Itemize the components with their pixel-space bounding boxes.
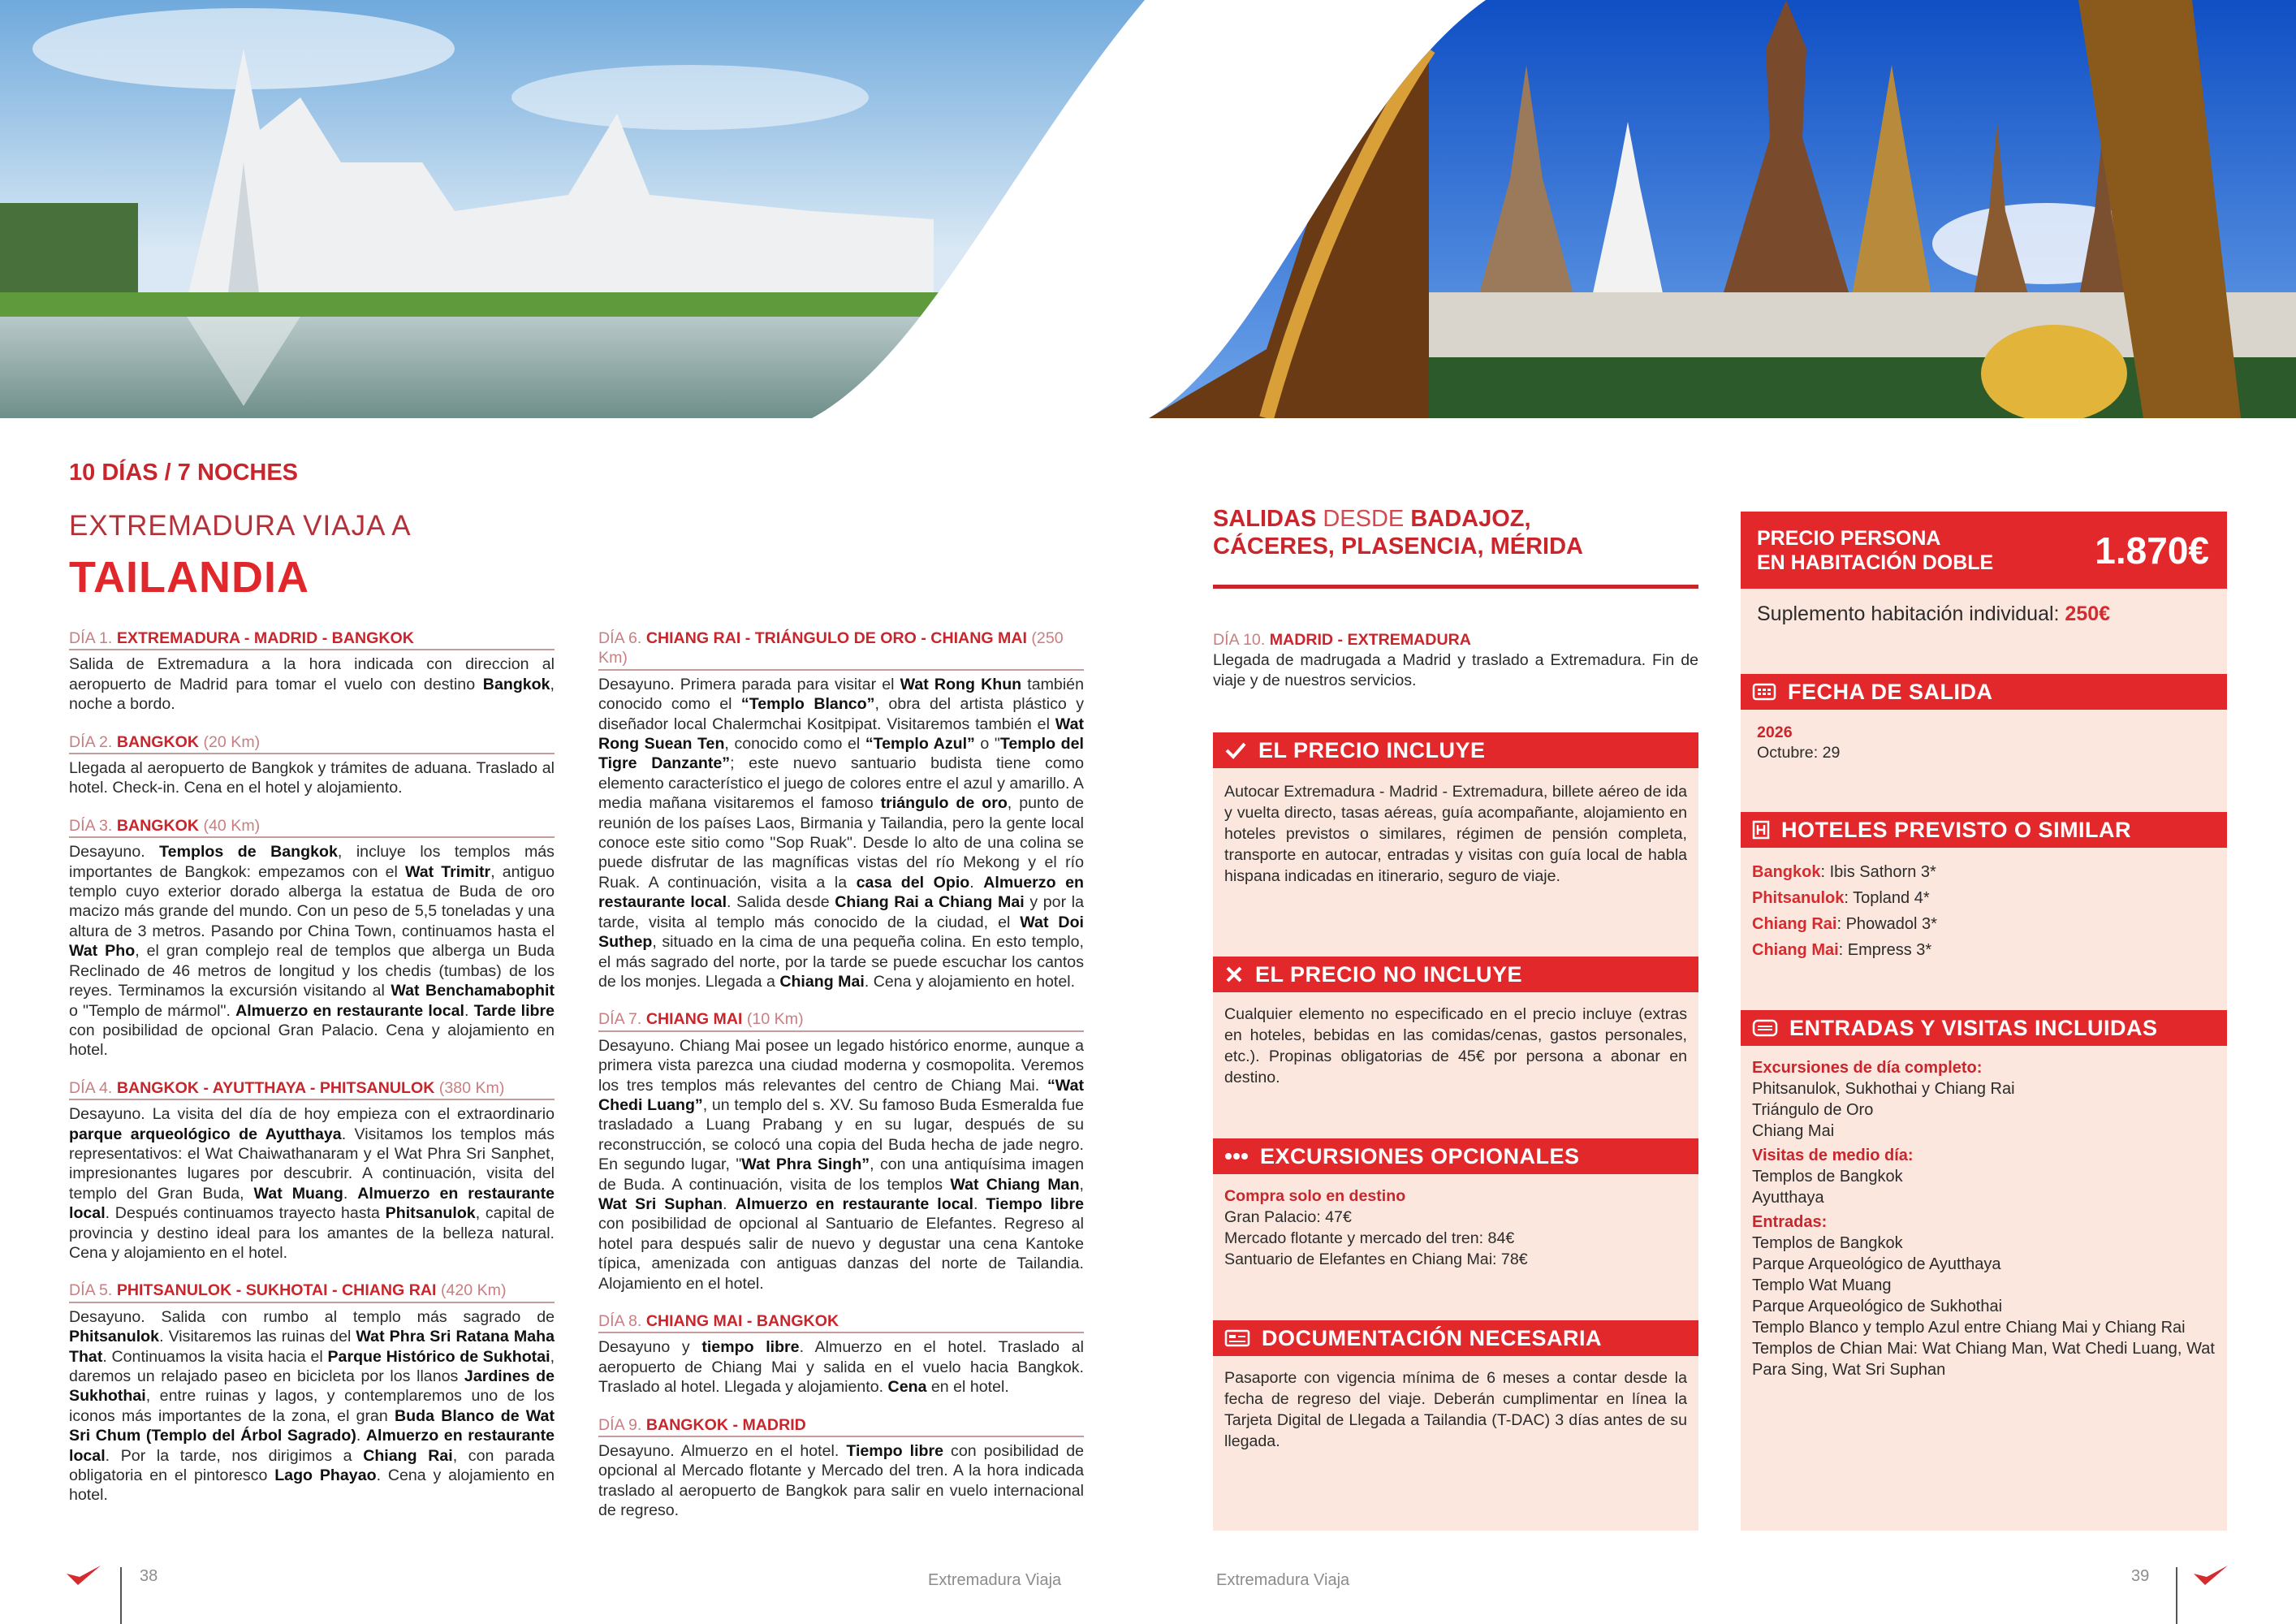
divider — [120, 1567, 122, 1624]
highlight: Chiang Rai — [363, 1446, 453, 1465]
highlight: Almuerzo en restaurante local — [598, 873, 1084, 912]
day-distance: (250 Km) — [598, 629, 1064, 667]
day-route: BANGKOK - MADRID — [645, 1415, 806, 1434]
incluye-title: EL PRECIO INCLUYE — [1258, 737, 1486, 762]
page-title: TAILANDIA — [69, 553, 309, 602]
entradas-item: Parque Arqueológico de Sukhothai — [1752, 1298, 2003, 1315]
day-number: DÍA 10. — [1213, 631, 1270, 649]
hotel-name: : Phowadol 3* — [1836, 915, 1937, 933]
day-heading — [69, 816, 555, 838]
opcional-item: Santuario de Elefantes en Chiang Mai: 78€ — [1224, 1250, 1528, 1268]
highlight: Phitsanulok — [69, 1328, 160, 1346]
page-number-left: 38 — [140, 1567, 158, 1585]
day-route: BANGKOK — [116, 816, 200, 835]
hotel-city: Chiang Rai — [1752, 915, 1837, 933]
day-heading — [69, 1078, 555, 1100]
highlight: Wat Muang — [253, 1184, 343, 1203]
day-number: DÍA 7. — [598, 1010, 646, 1029]
entradas-group-label: Visitas de medio día: — [1752, 1147, 1914, 1164]
footer-brand-left: Extremadura Viaja — [928, 1571, 1062, 1589]
highlight: parque arqueológico de Ayutthaya — [69, 1125, 342, 1143]
supplement — [1757, 603, 2110, 626]
day-description: Desayuno. Primera parada para visitar el Wat Rong Khun también conocido como el “Templo Blanco”, obra del artista plástico y diseñador local Chalermchai Kositpipat. Visitaremos también el Wat Rong Suean Ten, conocido como el “Templo Azul” o "Templo del Tigre Danzante”; este nuevo santuario budista tiene como elemento característico el juego de colores entre el azul y amarillo. A media mañana visitaremos el famoso triángulo de oro, punto de reunión de los países Laos, Birmania y Tailandia, pero la gente local conoce este sitio como "Sop Ruak". Desde lo alto de una colina se puede disfrutar de las magníficas vistas del río Mekong y el río Ruak. A continuación, visita a la casa del Opio. Almuerzo en restaurante local. Salida desde Chiang Rai a Chiang Mai y por la tarde, visita al templo más conocido de la ciudad, el Wat Doi Suthep, situado en la cima de una pequeña colina. En esto templo, el más sagrado del norte, por la tarde se puede escuchar los cantos de los monjes. Llegada a Chiang Mai. Cena y alojamiento en hotel. — [598, 675, 1085, 991]
highlight: Wat Pho — [69, 942, 136, 961]
opcionales-subtitle: Compra solo en destino — [1224, 1187, 1406, 1205]
hotel-name: : Ibis Sathorn 3* — [1820, 863, 1936, 881]
x-icon — [1224, 965, 1244, 984]
incluye-text: Autocar Extremadura - Madrid - Extremadura, billete aéreo de ida y vuelta directo, tasas aéreas, guía acompañante, alojamiento en hoteles previstos o similares, régimen de pensión completa, transporte en autocar, entradas y visitas con guía local de habla hispana indicadas en itinerario, seguro de viaje. — [1224, 783, 1687, 885]
day-description: Desayuno. Templos de Bangkok, incluye los templos más importantes de Bangkok: empezamos con el Wat Trimitr, antiguo templo cuyo exterior dorado alberga la estatua de Buda de oro macizo más grande del mundo. Con un peso de 5,5 toneladas y una altura de 3 metros. Pasando por China Town, continuamos hasta el Wat Pho, el gran complejo real de templos que alberga un Buda Reclinado de 46 metros de longitud y los chedis (tumbas) de los reyes. Terminamos la excursión visitando al Wat Benchamabophit o "Templo de mármol". Almuerzo en restaurante local. Tarde libre con posibilidad de opcional Gran Palacio. Cena y alojamiento en hotel. — [69, 843, 555, 1060]
itinerary-day — [598, 1415, 1084, 1521]
highlight: casa del Opio — [856, 873, 970, 892]
highlight: Phitsanulok — [385, 1204, 476, 1223]
entradas-title: ENTRADAS Y VISITAS INCLUIDAS — [1789, 1015, 2158, 1040]
day-route: CHIANG MAI — [645, 1010, 743, 1029]
highlight: “Wat Chedi Luang” — [598, 1076, 1084, 1114]
entradas-item: Ayutthaya — [1752, 1189, 1824, 1207]
day-heading — [69, 1281, 555, 1302]
title-kicker: EXTREMADURA VIAJA A — [69, 510, 412, 542]
hotel-item — [1752, 859, 1937, 885]
salidas-word: SALIDAS — [1213, 506, 1317, 532]
ticket-icon — [1752, 1019, 1778, 1037]
highlight: Templos de Bangkok — [159, 843, 338, 862]
day-description: Desayuno. La visita del día de hoy empieza con el extraordinario parque arqueológico de Ayutthaya. Visitamos los templos más representativos: el Wat Chaiwathanaram y el Wat Phra Sri Sanphet, impresionantes lugares por descubrir. A continuación, visita del templo del Gran Buda, Wat Muang. Almuerzo en restaurante local. Después continuamos trayecto hasta Phitsanulok, capital de provincia y destino ideal para los amantes de la belleza natural. Cena y alojamiento en el hotel. — [69, 1105, 555, 1262]
price-label-1: PRECIO PERSONA — [1757, 526, 1941, 550]
day-number: DÍA 6. — [598, 629, 646, 647]
day-distance: (420 Km) — [436, 1281, 507, 1300]
day-heading — [598, 628, 1084, 671]
entradas-item: Templos de Chian Mai: Wat Chiang Man, Wat Chedi Luang, Wat Para Sing, Wat Sri Suphan — [1752, 1340, 2215, 1379]
golden-temple-photo — [1137, 0, 2296, 422]
entradas-item: Phitsanulok, Sukhothai y Chiang Rai — [1752, 1080, 2015, 1098]
page-number-right: 39 — [2131, 1567, 2150, 1585]
price-banner — [1741, 512, 2227, 589]
brand-logo-icon — [2192, 1564, 2229, 1588]
calendar-icon — [1752, 683, 1776, 701]
itinerary-day — [69, 628, 555, 715]
day-description: Llegada al aeropuerto de Bangkok y trámites de aduana. Traslado al hotel. Check-in. Cena en el hotel y alojamiento. — [69, 759, 555, 797]
desde-word: DESDE — [1316, 506, 1411, 532]
entradas-item: Templo Blanco y templo Azul entre Chiang Mai y Chiang Rai — [1752, 1319, 2186, 1337]
highlight: tiempo libre — [701, 1338, 800, 1357]
supplement-label: Suplemento habitación individual: — [1757, 603, 2065, 625]
hotel-item — [1752, 911, 1937, 937]
day-number: DÍA 1. — [69, 629, 117, 647]
white-temple-photo — [0, 0, 1153, 418]
opcionales-title: EXCURSIONES OPCIONALES — [1260, 1143, 1580, 1168]
documentacion-title: DOCUMENTACIÓN NECESARIA — [1262, 1325, 1603, 1350]
day-number: DÍA 5. — [69, 1281, 117, 1300]
highlight: triángulo de oro — [880, 794, 1008, 813]
entradas-item: Parque Arqueológico de Ayutthaya — [1752, 1255, 2001, 1273]
entradas-header — [1741, 1010, 2227, 1046]
highlight: Parque Histórico de Sukhotai — [327, 1347, 550, 1366]
hotel-city: Chiang Mai — [1752, 941, 1839, 959]
no-incluye-header — [1213, 957, 1698, 992]
itinerary-day — [598, 1009, 1084, 1294]
documentacion-text: Pasaporte con vigencia mínima de 6 meses a contar desde la fecha de regreso del viaje. Deberán cumplimentar en línea la Tarjeta Digital de Llegada a Tailandia (T-DAC) 3 días antes de su llegada. — [1224, 1369, 1687, 1450]
highlight: Chiang Rai a Chiang Mai — [835, 893, 1025, 912]
fecha-year: 2026 — [1757, 723, 1793, 741]
day-distance: (380 Km) — [434, 1078, 505, 1097]
day-description: Desayuno. Salida con rumbo al templo más sagrado de Phitsanulok. Visitaremos las ruinas del Wat Phra Sri Ratana Maha That. Continuamos la visita hacia el Parque Histórico de Sukhotai, daremos un relajado paseo en bicicleta por los llanos Jardines de Sukhothai, entre ruinas y lagos, y contemplaremos uno de los iconos más importantes de la zona, el gran Buda Blanco de Wat Sri Chum (Templo del Árbol Sagrado). Almuerzo en restaurante local. Por la tarde, nos dirigimos a Chiang Rai, con parada obligatoria en el pintoresco Lago Phayao. Cena y alojamiento en hotel. — [69, 1307, 555, 1505]
opcional-item: Mercado flotante y mercado del tren: 84€ — [1224, 1229, 1515, 1247]
incluye-header — [1213, 732, 1698, 768]
no-incluye-text: Cualquier elemento no especificado en el precio incluye (extras en hoteles, bebidas en las comidas/cenas, gastos personales, etc.). Propinas obligatorias de 45€ por persona a abonar en destino. — [1224, 1005, 1687, 1086]
day-description: Desayuno. Chiang Mai posee un legado histórico enorme, aunque a primera vista parezca una ciudad moderna y cosmopolita. Veremos los tres templos más relevantes del centro de Chiang Mai. “Wat Chedi Luang”, un templo del s. XV. Su famoso Buda Esmeralda fue trasladado a Luang Prabang y en su lugar, después de su reconstrucción, se colocó una copia del Buda hecha de jade negro. En segundo lugar, "Wat Phra Singh”, con una antiquísima imagen de Buda. A continuación, visita de los templos Wat Chiang Man, Wat Sri Suphan. Almuerzo en restaurante local. Tiempo libre con posibilidad de opcional al Santuario de Elefantes. Regreso al hotel para después salir de nuevo y degustar una cena Kantoke típica, amenizada con antiguas danzas del norte de Tailandia. Alojamiento en el hotel. — [598, 1036, 1085, 1293]
no-incluye-title: EL PRECIO NO INCLUYE — [1255, 961, 1523, 987]
day-heading — [69, 628, 555, 650]
opcionales-header — [1213, 1138, 1698, 1174]
day-number: DÍA 2. — [69, 732, 117, 751]
highlight: Wat Doi Suthep — [598, 913, 1084, 952]
fecha-header — [1741, 674, 2227, 710]
footer-brand-right: Extremadura Viaja — [1216, 1571, 1350, 1589]
day-route: PHITSANULOK - SUKHOTAI - CHIANG RAI — [116, 1281, 437, 1300]
day-route: BANGKOK — [116, 732, 200, 751]
day-heading — [598, 1311, 1084, 1333]
highlight: Wat Rong Khun — [900, 675, 1022, 693]
hotel-name: : Empress 3* — [1838, 941, 1932, 959]
day-description: Desayuno y tiempo libre. Almuerzo en el hotel. Traslado al aeropuerto de Chiang Mai y salida en el vuelo hacia Bangkok. Traslado al hotel. Llegada y alojamiento. Cena en el hotel. — [598, 1338, 1084, 1397]
documentacion-header — [1213, 1320, 1698, 1356]
day-route: CHIANG RAI - TRIÁNGULO DE ORO - CHIANG MAI — [645, 629, 1027, 647]
highlight: “Templo Blanco” — [740, 695, 875, 714]
hotel-item — [1752, 937, 1937, 963]
highlight: Almuerzo en restaurante local — [735, 1194, 973, 1213]
day-number: DÍA 9. — [598, 1415, 646, 1434]
hotel-city: Phitsanulok — [1752, 889, 1845, 907]
opcional-item: Gran Palacio: 47€ — [1224, 1208, 1352, 1226]
hotel-item — [1752, 885, 1937, 911]
highlight: Tiempo libre — [986, 1194, 1085, 1213]
opcionales-list — [1224, 1186, 1687, 1270]
highlight: Wat Sri Suphan — [598, 1194, 723, 1213]
day-number: DÍA 4. — [69, 1078, 117, 1097]
day-route: CHIANG MAI - BANGKOK — [645, 1312, 839, 1330]
itinerary-column-2 — [598, 628, 1084, 1539]
entradas-group-label: Entradas: — [1752, 1213, 1828, 1231]
day-heading — [598, 1009, 1084, 1031]
hotel-name: : Topland 4* — [1844, 889, 1930, 907]
entradas-item: Templos de Bangkok — [1752, 1234, 1903, 1252]
day-heading — [598, 1415, 1084, 1437]
day-heading — [1213, 630, 1698, 650]
fecha-content — [1757, 723, 1840, 763]
highlight: Wat Trimitr — [404, 862, 491, 881]
day-description: Desayuno. Almuerzo en el hotel. Tiempo libre con posibilidad de opcional al Mercado flotante y Mercado del tren. A la hora indicada traslado al aeropuerto de Bangkok para salir en vuelo internacional de regreso. — [598, 1442, 1085, 1520]
highlight: Almuerzo en restaurante local — [235, 1001, 464, 1020]
day-number: DÍA 3. — [69, 816, 117, 835]
highlight: Jardines de Sukhothai — [69, 1367, 555, 1406]
entradas-item: Templos de Bangkok — [1752, 1168, 1903, 1186]
divider — [2176, 1567, 2177, 1624]
fecha-date: Octubre: 29 — [1757, 744, 1841, 762]
highlight: Wat Rong Suean Ten — [598, 715, 1084, 754]
itinerary-day — [598, 628, 1084, 991]
salidas-cities-2: CÁCERES, PLASENCIA, MÉRIDA — [1213, 533, 1583, 559]
itinerary-day — [69, 816, 555, 1060]
fecha-title: FECHA DE SALIDA — [1788, 679, 1993, 704]
itinerary-day — [69, 1078, 555, 1263]
hoteles-list — [1752, 859, 1937, 963]
header-photos — [0, 0, 2296, 422]
id-card-icon — [1224, 1329, 1250, 1347]
day-route: EXTREMADURA - MADRID - BANGKOK — [116, 629, 414, 647]
highlight: Tiempo libre — [846, 1442, 944, 1461]
check-icon — [1224, 741, 1247, 760]
entradas-item: Triángulo de Oro — [1752, 1101, 1874, 1119]
highlight: Bangkok — [482, 675, 550, 693]
day-route: MADRID - EXTREMADURA — [1269, 631, 1471, 649]
price-label-2: EN HABITACIÓN DOBLE — [1757, 551, 1994, 574]
highlight: Cena — [887, 1378, 927, 1397]
itinerary-day — [598, 1311, 1084, 1397]
itinerary-day — [69, 732, 555, 798]
highlight: Almuerzo en restaurante local — [69, 1184, 555, 1223]
departures-heading — [1213, 505, 1583, 560]
day-description: Salida de Extremadura a la hora indicada con direccion al aeropuerto de Madrid para tomar el vuelo con destino Bangkok, noche a bordo. — [69, 655, 555, 714]
day-distance: (10 Km) — [742, 1010, 804, 1029]
day-number: DÍA 8. — [598, 1312, 646, 1330]
highlight: Templo del Tigre Danzante” — [598, 735, 1084, 773]
hoteles-header — [1741, 812, 2227, 848]
brand-logo-icon — [65, 1564, 102, 1588]
highlight: Tarde libre — [473, 1001, 555, 1020]
itinerary-column-1 — [69, 628, 555, 1523]
day-heading — [69, 732, 555, 754]
dots-icon — [1224, 1151, 1249, 1161]
highlight: Wat Phra Sri Ratana Maha That — [69, 1328, 555, 1366]
day-distance: (40 Km) — [199, 816, 261, 835]
price-value: 1.870€ — [2095, 529, 2209, 572]
day-description: Llegada de madrugada a Madrid y traslado a Extremadura. Fin de viaje y de nuestros servicios. — [1213, 651, 1698, 689]
hotel-icon — [1752, 820, 1770, 840]
entradas-item: Chiang Mai — [1752, 1122, 1835, 1140]
salidas-city-1: BADAJOZ, — [1410, 506, 1531, 532]
highlight: Buda Blanco de Wat Sri Chum (Templo del Árbol Sagrado) — [69, 1406, 555, 1445]
trip-duration: 10 DÍAS / 7 NOCHES — [69, 460, 299, 486]
day-distance: (20 Km) — [199, 732, 261, 751]
divider — [1213, 585, 1698, 589]
day-route: BANGKOK - AYUTTHAYA - PHITSANULOK — [116, 1078, 435, 1097]
entradas-group-label: Excursiones de día completo: — [1752, 1059, 1983, 1077]
supplement-value: 250€ — [2065, 603, 2111, 625]
highlight: Wat Phra Singh” — [741, 1155, 870, 1174]
entradas-item: Templo Wat Muang — [1752, 1276, 1892, 1294]
highlight: Lago Phayao — [274, 1466, 377, 1485]
highlight: Wat Chiang Man — [950, 1175, 1080, 1194]
itinerary-day-10 — [1213, 630, 1698, 708]
highlight: Chiang Mai — [779, 972, 865, 991]
highlight: “Templo Azul” — [865, 735, 975, 754]
itinerary-day — [1213, 630, 1698, 690]
hoteles-title: HOTELES PREVISTO O SIMILAR — [1781, 817, 2132, 842]
itinerary-day — [69, 1281, 555, 1505]
hotel-city: Bangkok — [1752, 863, 1821, 881]
entradas-list — [1752, 1057, 2215, 1384]
highlight: Wat Benchamabophit — [391, 982, 555, 1000]
highlight: Almuerzo en restaurante local — [69, 1427, 555, 1465]
